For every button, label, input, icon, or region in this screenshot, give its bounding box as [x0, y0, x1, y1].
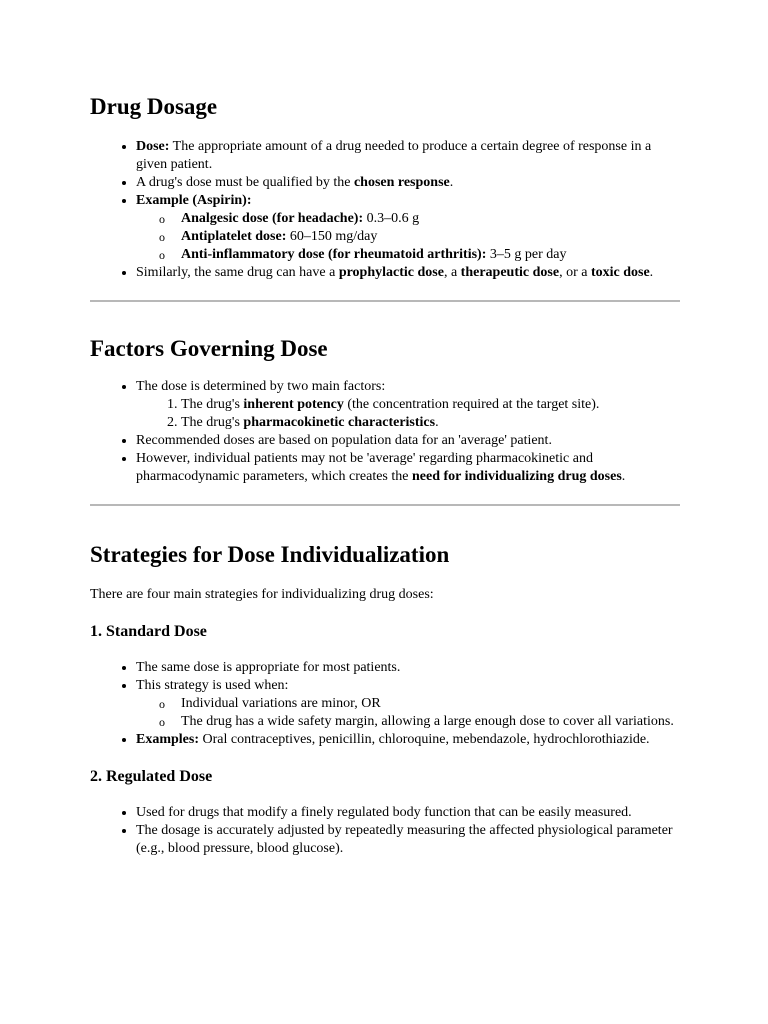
list-item: • However, individual patients may not be 'average' regarding pharmacokinetic and pharmacodynamic parameters, which creates the need for individualizing drug doses.: [136, 450, 680, 486]
list-item: o Antiplatelet dose: 60–150 mg/day: [181, 228, 680, 246]
standard-dose-sublist: [136, 695, 680, 731]
list-item: • Used for drugs that modify a finely regulated body function that can be easily measured.: [136, 804, 680, 822]
strategies-intro: There are four main strategies for individualizing drug doses:: [90, 587, 434, 602]
section-divider: [90, 504, 680, 506]
factors-numbered-list: [136, 396, 680, 432]
list-item: o Anti-inflammatory dose (for rheumatoid arthritis): 3–5 g per day: [181, 246, 680, 264]
list-item: 1. The drug's inherent potency (the concentration required at the target site).: [181, 396, 680, 414]
aspirin-dose-sublist: [136, 210, 680, 264]
document-content: [90, 92, 680, 858]
drug-dosage-list: [90, 138, 680, 282]
list-item: • Example (Aspirin): o Analgesic dose (for headache): 0.3–0.6 g o Antiplatelet dose: 60–150 mg/day o Anti-inflammatory dose (for rheumatoid arthritis): 3–5 g per day: [136, 192, 680, 264]
list-item: • The same dose is appropriate for most patients.: [136, 659, 680, 677]
list-item: • Similarly, the same drug can have a prophylactic dose, a therapeutic dose, or a toxic dose.: [136, 264, 680, 282]
heading-factors-governing-dose: Factors Governing Dose: [90, 336, 328, 361]
factors-list: [90, 378, 680, 486]
section-divider: [90, 300, 680, 302]
heading-regulated-dose: 2. Regulated Dose: [90, 768, 213, 785]
list-item: o The drug has a wide safety margin, allowing a large enough dose to cover all variations.: [181, 713, 680, 731]
list-item: • The dose is determined by two main factors: 1. The drug's inherent potency (the concentration required at the target site). 2. The drug's pharmacokinetic characteristics.: [136, 378, 680, 432]
list-item: • Examples: Oral contraceptives, penicillin, chloroquine, mebendazole, hydrochlorothiazide.: [136, 731, 680, 749]
list-item: 2. The drug's pharmacokinetic characteristics.: [181, 414, 680, 432]
heading-strategies: Strategies for Dose Individualization: [90, 542, 450, 567]
list-item: • Dose: The appropriate amount of a drug needed to produce a certain degree of response in a given patient.: [136, 138, 680, 174]
list-item: • Recommended doses are based on population data for an 'average' patient.: [136, 432, 680, 450]
list-item: o Analgesic dose (for headache): 0.3–0.6 g: [181, 210, 680, 228]
list-item: • The dosage is accurately adjusted by repeatedly measuring the affected physiological parameter (e.g., blood pressure, blood glucose).: [136, 822, 680, 858]
heading-standard-dose: 1. Standard Dose: [90, 623, 207, 640]
list-item: • A drug's dose must be qualified by the chosen response.: [136, 174, 680, 192]
regulated-dose-list: [90, 804, 680, 858]
list-item: • This strategy is used when: o Individual variations are minor, OR o The drug has a wide safety margin, allowing a large enough dose to cover all variations.: [136, 677, 680, 731]
standard-dose-list: [90, 659, 680, 749]
list-item: o Individual variations are minor, OR: [181, 695, 680, 713]
heading-drug-dosage: Drug Dosage: [90, 94, 218, 119]
